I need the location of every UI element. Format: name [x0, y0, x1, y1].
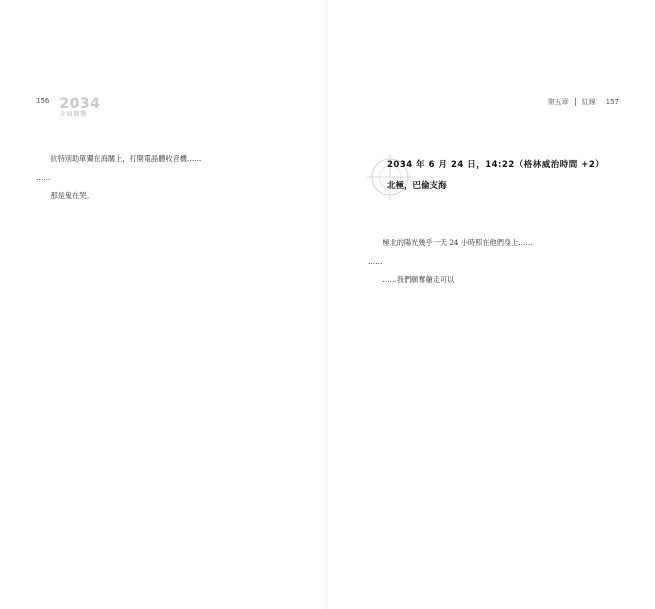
left-page: [0, 0, 327, 609]
heading-time: 2034 年 6 月 24 日，14:22（格林威治時間 +2）: [387, 160, 605, 170]
right-running-head: [548, 97, 619, 107]
paragraph: 極北的陽光幾乎一天 24 小時照在他們身上……: [382, 238, 533, 247]
paragraph: 那是鬼在哭。: [50, 191, 94, 200]
section-heading: [387, 158, 604, 191]
paragraph: ……: [368, 256, 383, 266]
heading-place: 北極，巴倫支海: [387, 181, 447, 191]
series-logo: [59, 97, 100, 118]
left-page-number: 156: [36, 97, 50, 105]
paragraph: ……: [36, 172, 51, 182]
series-logo-year: 2034: [59, 96, 101, 112]
right-body-text: [368, 237, 626, 293]
series-logo-subtitle: 全面開戰: [59, 111, 88, 118]
paragraph: ……我們願奪艙走可以: [382, 275, 455, 284]
right-page-number: 157: [605, 98, 619, 106]
right-page: [327, 0, 655, 609]
header-divider: [575, 98, 576, 106]
chapter-title: 紅線: [581, 98, 596, 106]
left-running-head: [36, 97, 100, 118]
paragraph: 抗特別助單獨在海關上，打開電晶體收音機……: [50, 154, 202, 163]
chapter-label: 第五章: [547, 98, 569, 106]
left-body-text: [36, 153, 294, 209]
